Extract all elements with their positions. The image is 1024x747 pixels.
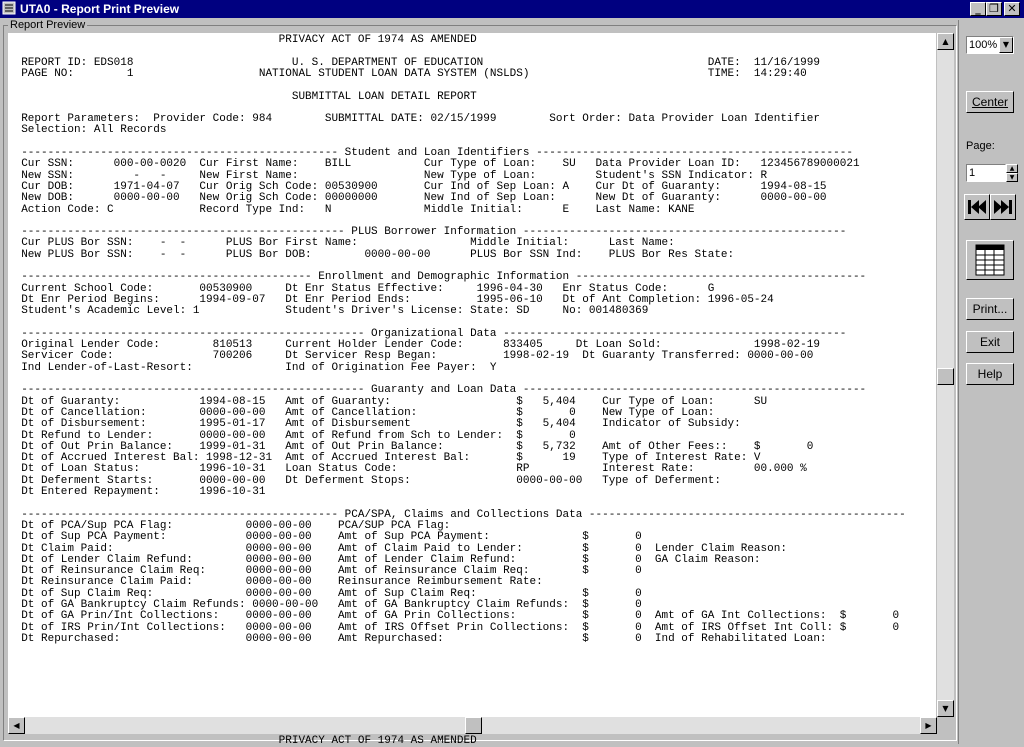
window-title: UTA0 - Report Print Preview xyxy=(20,2,180,16)
last-page-icon xyxy=(991,195,1015,219)
report-line: Dt of Sup Claim Req: 0000-00-00 Amt of Sup Claim Req: $ 0 xyxy=(8,587,642,600)
first-page-button[interactable] xyxy=(964,194,990,220)
report-line: Dt Deferment Starts: 0000-00-00 Dt Deferment Stops: 0000-00-00 Type of Deferment: xyxy=(8,474,721,487)
report-line: New DOB: 0000-00-00 New Orig Sch Code: 00000000 New Ind of Sep Loan: New Dt of Guaranty: 0000-00-00 xyxy=(8,192,827,205)
report-line: Dt of Disbursement: 1995-01-17 Amt of Disbursement $ 5,404 Indicator of Subsidy: xyxy=(8,418,741,431)
page-up-icon[interactable]: ▲ xyxy=(1006,164,1018,173)
report-line: Dt Claim Paid: 0000-00-00 Amt of Claim Paid to Lender: $ 0 Lender Claim Reason: xyxy=(8,542,787,555)
report-line: Ind Lender-of-Last-Resort: Ind of Origination Fee Payer: Y xyxy=(8,361,497,374)
title-bar xyxy=(0,0,1024,18)
page-layout-button[interactable] xyxy=(966,240,1014,280)
report-document xyxy=(8,33,936,747)
scroll-left-icon[interactable]: ◀ xyxy=(8,717,25,734)
report-line: Original Lender Code: 810513 Current Holder Lender Code: 833405 Dt Loan Sold: 1998-02-19 xyxy=(8,339,820,352)
restore-button[interactable]: ❐ xyxy=(986,2,1002,16)
report-line: -------------------------------------------- Enrollment and Demographic Information -------------------------------------------- xyxy=(8,271,867,284)
print-button[interactable] xyxy=(966,298,1014,320)
report-preview-label: Report Preview xyxy=(10,19,86,31)
page-grid-icon xyxy=(967,241,1013,279)
app-icon xyxy=(2,1,16,15)
report-line: New PLUS Bor SSN: - - PLUS Bor DOB: 0000-00-00 PLUS Bor SSN Ind: PLUS Bor Res State: xyxy=(8,248,735,261)
report-line: Dt of Guaranty: 1994-08-15 Amt of Guaranty: $ 5,404 Cur Type of Loan: SU xyxy=(8,395,768,408)
horizontal-scrollbar[interactable] xyxy=(8,717,937,734)
report-line: Dt of Reinsurance Claim Req: 0000-00-00 Amt of Reinsurance Claim Req: $ 0 xyxy=(8,565,642,578)
scroll-right-icon[interactable]: ▶ xyxy=(920,717,937,734)
horizontal-scroll-thumb[interactable] xyxy=(465,717,482,734)
report-line: Current School Code: 00530900 Dt Enr Status Effective: 1996-04-30 Enr Status Code: G xyxy=(8,282,715,295)
vertical-scroll-thumb[interactable] xyxy=(937,368,954,385)
report-line: Dt of Sup PCA Payment: 0000-00-00 Amt of Sup PCA Payment: $ 0 xyxy=(8,531,642,544)
report-line: Dt of GA Bankruptcy Claim Refunds: 0000-00-00 Amt of GA Bankruptcy Claim Refunds: $ 0 xyxy=(8,599,642,611)
help-label: Help xyxy=(977,367,1003,381)
report-line: PRIVACY ACT OF 1974 AS AMENDED xyxy=(8,734,477,747)
center-button[interactable] xyxy=(966,91,1014,113)
report-line: ------------------------------------------------- PLUS Borrower Information ------------------------------------------------- xyxy=(8,226,847,239)
close-button[interactable]: ✕ xyxy=(1004,2,1020,16)
report-line: ---------------------------------------------------- Guaranty and Loan Data ---------------------------------------------------- xyxy=(8,384,867,397)
minimize-button[interactable]: _ xyxy=(970,2,986,16)
report-line: Dt of Out Prin Balance: 1999-01-31 Amt of Out Prin Balance: $ 5,732 Amt of Other Fees:: $ 0 xyxy=(8,440,814,453)
print-label: Print... xyxy=(972,302,1008,316)
report-line: ------------------------------------------------ Student and Loan Identifiers ------------------------------------------------ xyxy=(8,147,853,159)
report-line: Servicer Code: 700206 Dt Servicer Resp Began: 1998-02-19 Dt Guaranty Transferred: 0000-00-00 xyxy=(8,350,814,363)
report-line: Dt of Cancellation: 0000-00-00 Amt of Cancellation: $ 0 New Type of Loan: xyxy=(8,406,715,419)
report-line: PAGE NO: 1 NATIONAL STUDENT LOAN DATA SYSTEM (NSLDS) TIME: 14:29:40 xyxy=(8,67,807,80)
report-line: Dt of Loan Status: 1996-10-31 Loan Status Code: RP Interest Rate: 00.000 % xyxy=(8,463,807,476)
report-line: Dt Enr Period Begins: 1994-09-07 Dt Enr Period Ends: 1995-06-10 Dt of Ant Completion: 1996-05-24 xyxy=(8,293,774,306)
last-page-button[interactable] xyxy=(990,194,1016,220)
center-label: Center xyxy=(971,95,1009,109)
report-line: New SSN: - - New First Name: New Type of Loan: Student's SSN Indicator: R xyxy=(8,169,768,182)
report-line: Selection: All Records xyxy=(8,124,167,137)
scroll-down-icon[interactable]: ▼ xyxy=(937,700,954,717)
report-line: Action Code: C Record Type Ind: N Middle Initial: E Last Name: KANE xyxy=(8,203,695,216)
exit-label: Exit xyxy=(979,335,1000,349)
report-line: Report Parameters: Provider Code: 984 SUBMITTAL DATE: 02/15/1999 Sort Order: Data Provider Loan Identifier xyxy=(8,113,820,126)
vertical-scrollbar[interactable] xyxy=(937,33,954,717)
report-line: Student's Academic Level: 1 Student's Driver's License: State: SD No: 001480369 xyxy=(8,305,649,318)
report-line: PRIVACY ACT OF 1974 AS AMENDED xyxy=(8,34,477,46)
report-line: Dt Reinsurance Claim Paid: 0000-00-00 Reinsurance Reimbursement Rate: xyxy=(8,576,543,589)
report-line: Dt of IRS Prin/Int Collections: 0000-00-00 Amt of IRS Offset Prin Collections: $ 0 Amt of IRS Offset Int Coll: $ 0 xyxy=(8,621,900,634)
report-line: REPORT ID: EDS018 U. S. DEPARTMENT OF EDUCATION DATE: 11/16/1999 xyxy=(8,56,820,69)
report-line: Dt Entered Repayment: 1996-10-31 xyxy=(8,486,266,498)
report-line: Cur SSN: 000-00-0020 Cur First Name: BILL Cur Type of Loan: SU Data Provider Loan ID: 123456789000021 xyxy=(8,158,860,171)
report-line: Dt Repurchased: 0000-00-00 Amt Repurchased: $ 0 Ind of Rehabilitated Loan: xyxy=(8,632,827,645)
report-line: SUBMITTAL LOAN DETAIL REPORT xyxy=(8,90,477,103)
report-line: Dt of PCA/Sup PCA Flag: 0000-00-00 PCA/SUP PCA Flag: xyxy=(8,519,451,532)
report-line: ---------------------------------------------------- Organizational Data ---------------------------------------------------- xyxy=(8,327,847,340)
report-line: Dt of Lender Claim Refund: 0000-00-00 Amt of Lender Claim Refund: $ 0 GA Claim Reason: xyxy=(8,553,761,566)
report-line: Dt of Accrued Interest Bal: 1998-12-31 Amt of Accrued Interest Bal: $ 19 Type of Interest Rate: V xyxy=(8,452,761,465)
zoom-select[interactable] xyxy=(966,36,1014,54)
zoom-value: 100% xyxy=(969,39,998,51)
exit-button[interactable] xyxy=(966,331,1014,353)
report-line: Dt Refund to Lender: 0000-00-00 Amt of Refund from Sch to Lender: $ 0 xyxy=(8,429,576,442)
report-line: Cur DOB: 1971-04-07 Cur Orig Sch Code: 00530900 Cur Ind of Sep Loan: A Cur Dt of Guaranty: 1994-08-15 xyxy=(8,180,827,193)
help-button[interactable] xyxy=(966,363,1014,385)
page-down-icon[interactable]: ▼ xyxy=(1006,173,1018,182)
page-label: Page: xyxy=(966,140,995,152)
report-line: Dt of GA Prin/Int Collections: 0000-00-00 Amt of GA Prin Collections: $ 0 Amt of GA Int Collections: $ 0 xyxy=(8,610,900,623)
report-line: Cur PLUS Bor SSN: - - PLUS Bor First Name: Middle Initial: Last Name: xyxy=(8,237,675,250)
first-page-icon xyxy=(965,195,989,219)
page-number-input[interactable]: 1 xyxy=(966,164,1006,182)
scroll-up-icon[interactable]: ▲ xyxy=(937,33,954,50)
chevron-down-icon[interactable]: ▼ xyxy=(999,37,1013,53)
report-line: ------------------------------------------------ PCA/SPA, Claims and Collections Data ------------------------------------------------ xyxy=(8,508,906,521)
